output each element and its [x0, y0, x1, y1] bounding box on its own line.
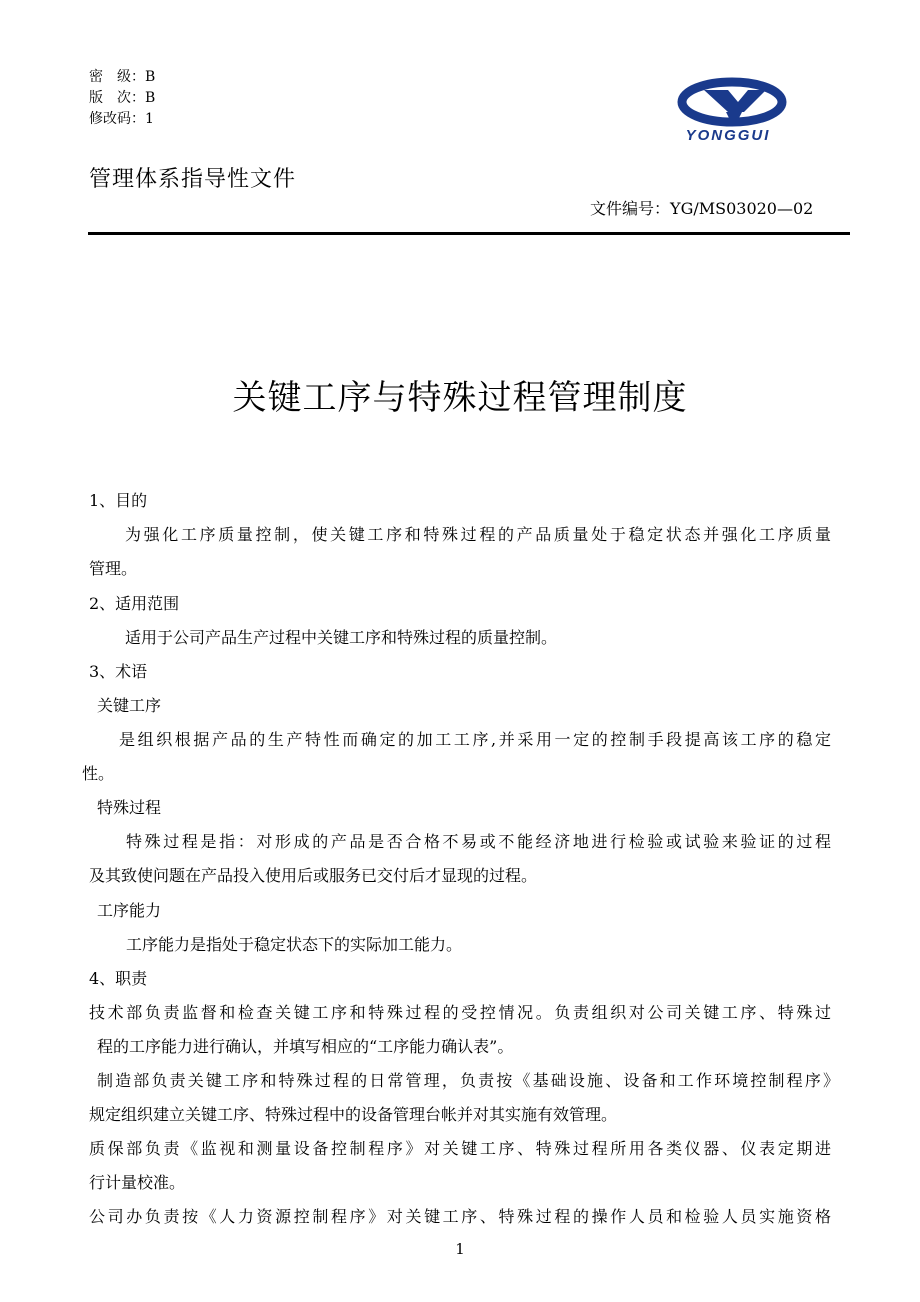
section-heading-terms: 3、术语: [89, 662, 148, 681]
responsibility-manufacturing-line1: 制造部负责关键工序和特殊过程的日常管理，负责按《基础设施、设备和工作环境控制程序》: [97, 1071, 839, 1090]
term-heading-key-process: 关键工序: [97, 696, 162, 715]
section-heading-purpose: 1、目的: [89, 491, 148, 510]
logo-text: YONGGUI: [685, 127, 771, 144]
responsibility-quality-dept-line2: 行计量校准。: [89, 1173, 186, 1192]
responsibility-manufacturing-line2: 规定组织建立关键工序、特殊过程中的设备管理台帐并对其实施有效管理。: [89, 1105, 618, 1124]
section-heading-scope: 2、适用范围: [89, 594, 180, 613]
company-logo: [668, 72, 792, 152]
responsibility-tech-dept-line1: 技术部负责监督和检查关键工序和特殊过程的受控情况。负责组织对公司关键工序、特殊过: [89, 1003, 831, 1022]
responsibility-company-office-line1: 公司办负责按《人力资源控制程序》对关键工序、特殊过程的操作人员和检验人员实施资格: [89, 1207, 831, 1226]
document-meta: [89, 67, 155, 130]
meta-edition: 版 次：B: [89, 90, 156, 106]
document-series-title: 管理体系指导性文件: [89, 167, 297, 192]
scope-paragraph: 适用于公司产品生产过程中关键工序和特殊过程的质量控制。: [125, 628, 558, 647]
responsibility-quality-dept-line1: 质保部负责《监视和测量设备控制程序》对关键工序、特殊过程所用各类仪器、仪表定期进: [89, 1139, 831, 1158]
yonggui-logo-icon: [668, 72, 792, 152]
special-process-definition-line2: 及其致使问题在产品投入使用后或服务已交付后才显现的过程。: [89, 866, 538, 885]
key-process-definition-line2: 性。: [82, 764, 115, 783]
term-heading-special-process: 特殊过程: [97, 798, 162, 817]
process-capability-definition: 工序能力是指处于稳定状态下的实际加工能力。: [126, 935, 463, 954]
header-divider: [88, 232, 850, 235]
term-heading-process-capability: 工序能力: [97, 901, 162, 920]
purpose-paragraph-line2: 管理。: [89, 559, 138, 578]
key-process-definition-line1: 是组织根据产品的生产特性而确定的加工工序,并采用一定的控制手段提高该工序的稳定: [119, 730, 831, 749]
purpose-paragraph-line1: 为强化工序质量控制，使关键工序和特殊过程的产品质量处于稳定状态并强化工序质量: [125, 525, 831, 544]
responsibility-tech-dept-line2: 程的工序能力进行确认，并填写相应的“工序能力确认表”。: [97, 1037, 514, 1056]
special-process-definition-line1: 特殊过程是指：对形成的产品是否合格不易或不能经济地进行检验或试验来验证的过程: [126, 832, 831, 851]
section-heading-responsibilities: 4、职责: [89, 969, 148, 988]
meta-security-level: 密 级：B: [89, 69, 156, 85]
meta-revision-code: 修改码：1: [89, 111, 154, 127]
page-title: 关键工序与特殊过程管理制度: [232, 378, 688, 418]
page-number: 1: [455, 1240, 465, 1258]
document-number: 文件编号：YG/MS03020—02: [590, 199, 814, 218]
